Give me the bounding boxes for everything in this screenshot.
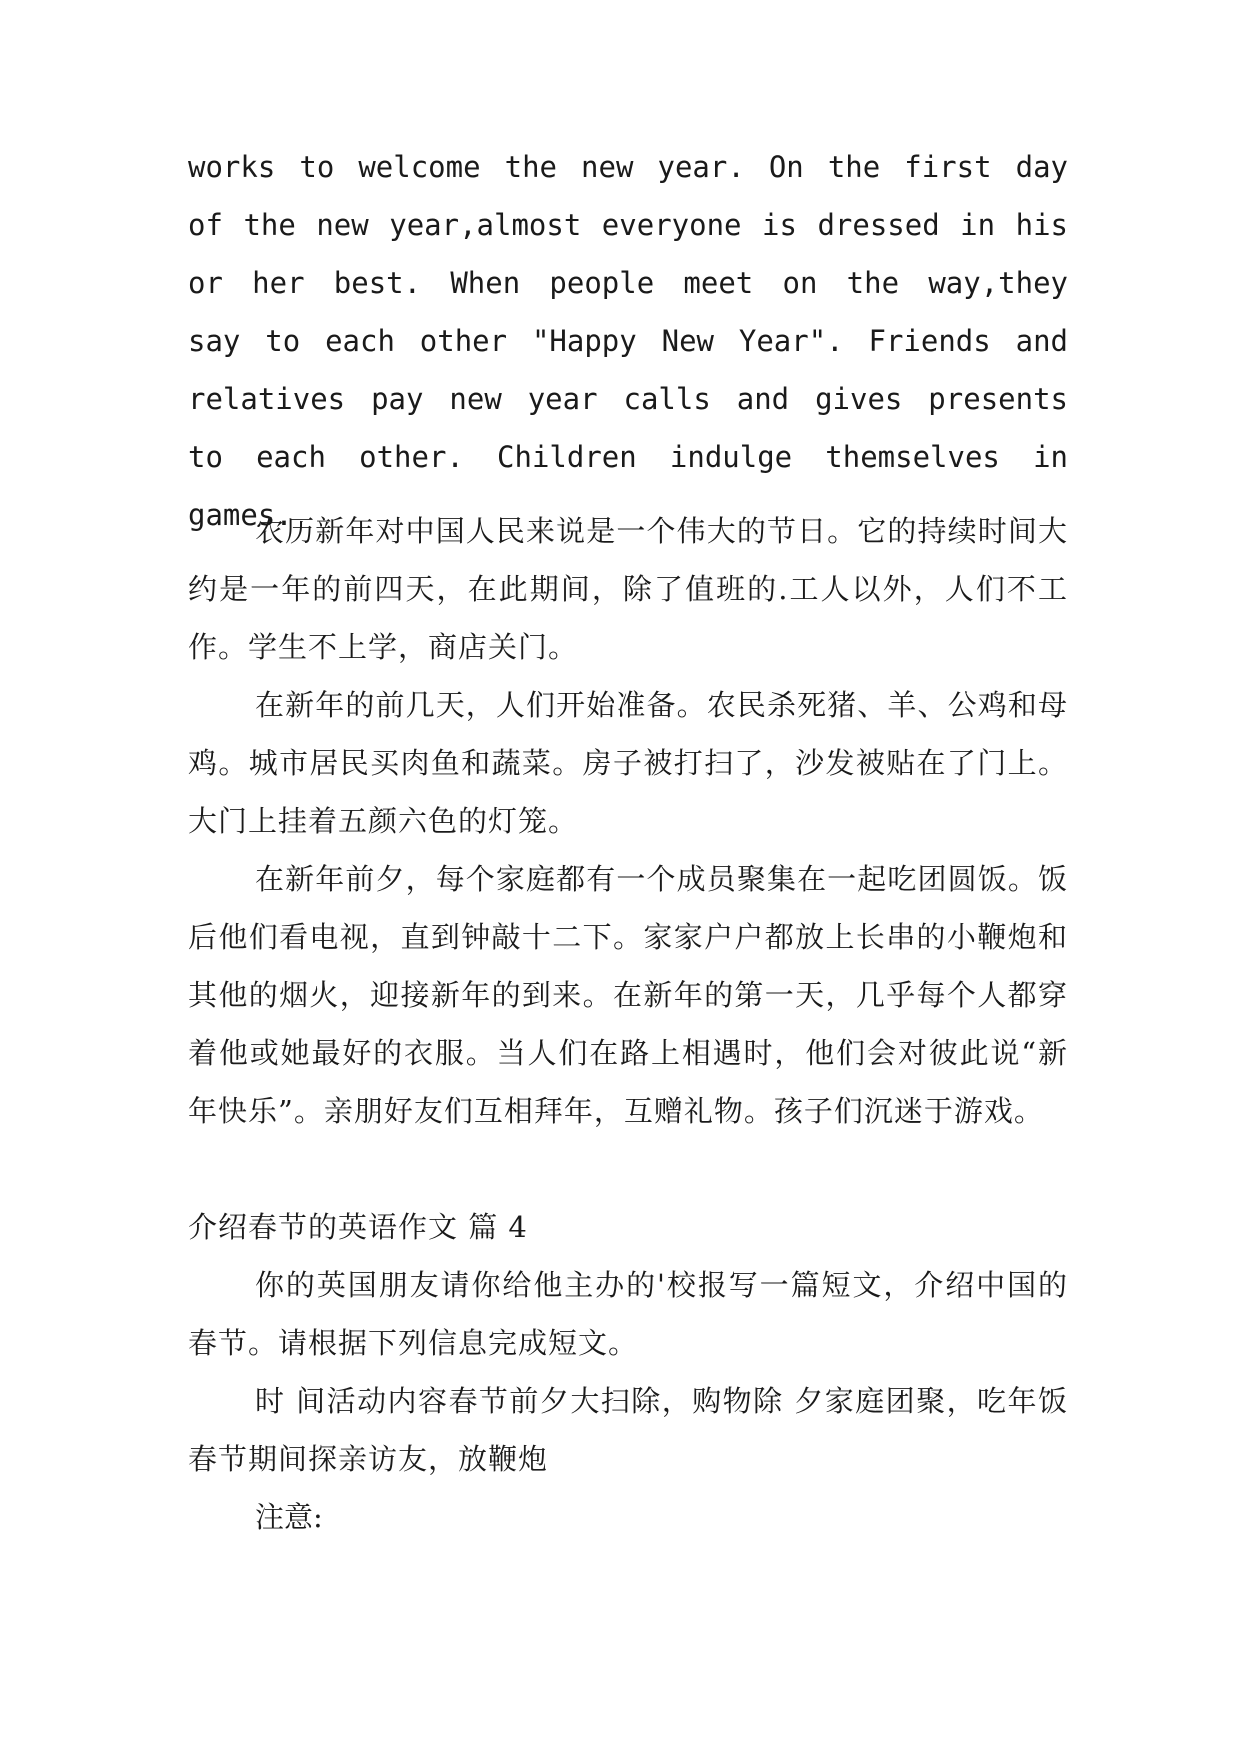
chinese-paragraph-4: 你的英国朋友请你给他主办的'校报写一篇短文，介绍中国的春节。请根据下列信息完成短文。 (188, 1268, 1068, 1360)
note-label: 注意: (255, 1500, 323, 1534)
chinese-paragraph-2: 在新年的前几天，人们开始准备。农民杀死猪、羊、公鸡和母鸡。城市居民买肉鱼和蔬菜。房子被打扫了，沙发被贴在了门上。大门上挂着五颜六色的灯笼。 (188, 688, 1068, 838)
section-heading: 介绍春节的英语作文 篇 4 (188, 1210, 528, 1244)
chinese-paragraph-1: 农历新年对中国人民来说是一个伟大的节日。它的持续时间大约是一年的前四天，在此期间，除了值班的.工人以外，人们不工作。学生不上学，商店关门。 (188, 514, 1068, 664)
chinese-paragraph-3: 在新年前夕，每个家庭都有一个成员聚集在一起吃团圆饭。饭后他们看电视，直到钟敲十二下。家家户户都放上长串的小鞭炮和其他的烟火，迎接新年的到来。在新年的第一天，几乎每个人都穿着他或她最好的衣服。当人们在路上相遇时，他们会对彼此说“新年快乐”。亲朋好友们互相拜年，互赠礼物。孩子们沉迷于游戏。 (188, 862, 1068, 1128)
chinese-paragraph-5: 时 间活动内容春节前夕大扫除，购物除 夕家庭团聚，吃年饭春节期间探亲访友，放鞭炮 (188, 1384, 1068, 1476)
english-paragraph: works to welcome the new year. On the first day of the new year,almost everyone is dressed in his or her best. When people meet on the way,they say to each other "Happy New Year". Friends and relatives pay new year calls and gives presents to each other. Children indulge themselves in games. (188, 150, 1068, 532)
